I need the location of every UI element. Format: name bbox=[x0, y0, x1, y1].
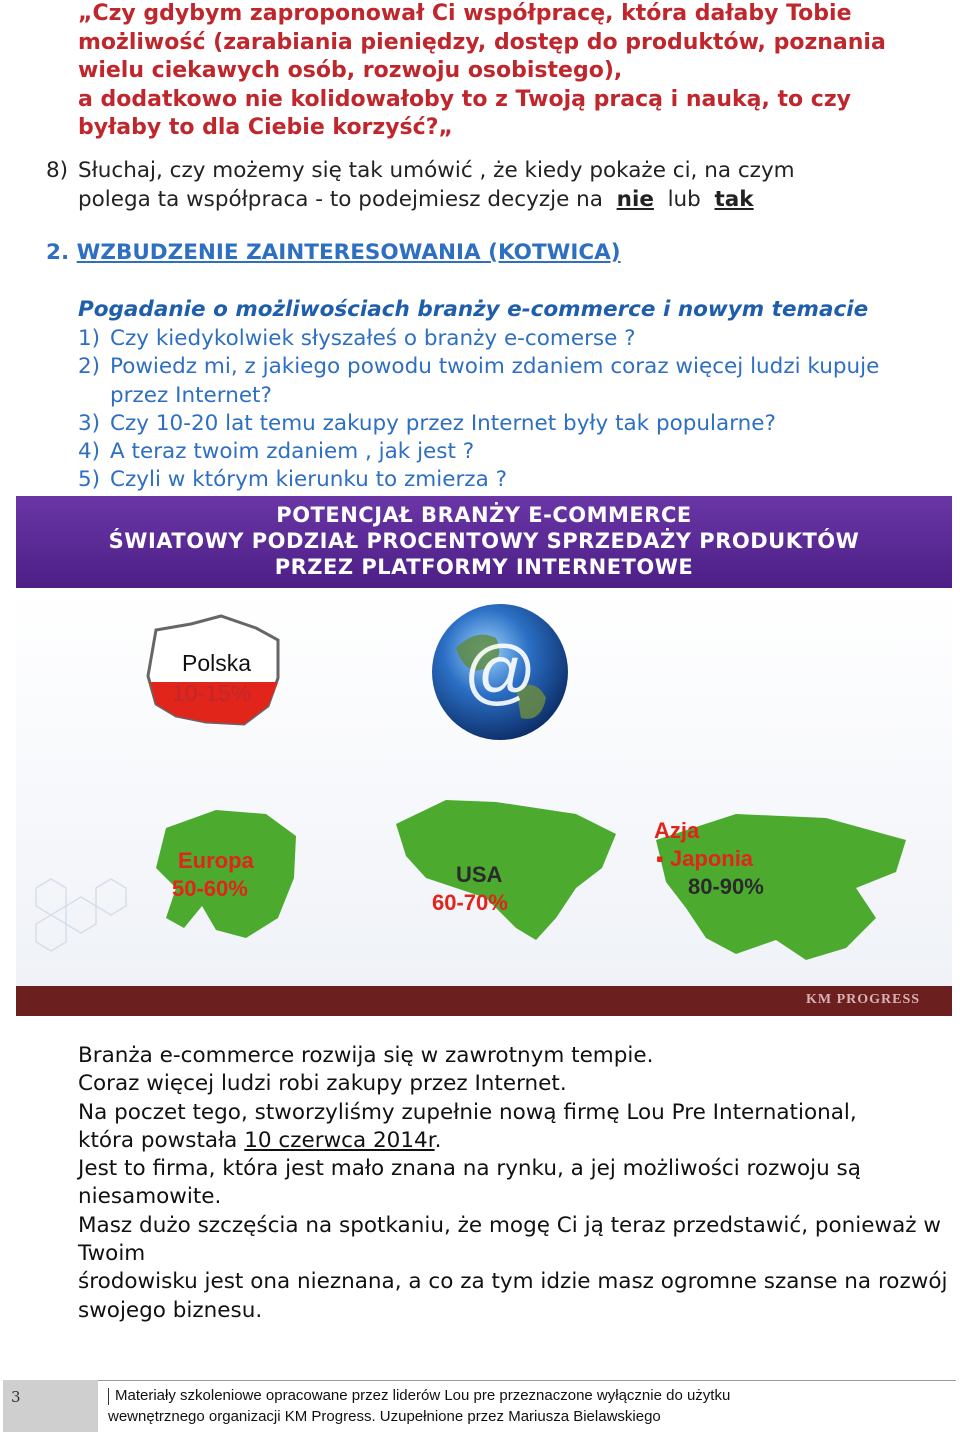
intro-line: wielu ciekawych osób, rozwoju osobistego), bbox=[78, 58, 623, 83]
option-tak: tak bbox=[714, 186, 754, 212]
item-number: 5) bbox=[78, 467, 101, 493]
item-number: 2) bbox=[78, 354, 101, 380]
list-item bbox=[78, 438, 938, 466]
ecommerce-infographic bbox=[16, 496, 952, 1016]
paragraph: Na poczet tego, stworzyliśmy zupełnie nową firmę Lou Pre International, bbox=[78, 1099, 857, 1125]
section-subtitle: Pogadanie o możliwościach branży e-commerce i nowym temacie bbox=[78, 297, 869, 322]
page-number-box bbox=[3, 1380, 98, 1432]
intro-line: możliwość (zarabiania pieniędzy, dostęp do produktów, poznania bbox=[78, 29, 886, 55]
question-text: polega ta współpraca - to podejmiesz decyzje na bbox=[78, 186, 603, 212]
intro-line: a dodatkowo nie kolidowałoby to z Twoją pracą i nauką, to czy bbox=[78, 86, 851, 112]
europe-percentage: 50-60% bbox=[172, 876, 248, 901]
page-number: 3 bbox=[11, 1388, 21, 1406]
question-text: Słuchaj, czy możemy się tak umówić , że kiedy pokaże ci, na czym bbox=[78, 158, 795, 183]
question-list bbox=[78, 325, 938, 495]
founding-date: 10 czerwca 2014r bbox=[244, 1127, 435, 1153]
paragraph: Coraz więcej ludzi robi zakupy przez Internet. bbox=[78, 1071, 567, 1097]
usa-percentage: 60-70% bbox=[432, 890, 508, 915]
intro-line: byłaby to dla Ciebie korzyść?„ bbox=[78, 115, 453, 140]
footer-divider bbox=[98, 1380, 956, 1381]
europe-label: Europa bbox=[178, 848, 254, 873]
footer-bar bbox=[108, 1388, 109, 1405]
body-text bbox=[78, 1042, 948, 1325]
banner-line: PRZEZ PLATFORMY INTERNETOWE bbox=[274, 555, 694, 579]
poland-label: Polska bbox=[182, 650, 252, 676]
section-heading bbox=[46, 240, 621, 265]
item-text: Czyli w którym kierunku to zmierza ? bbox=[110, 467, 507, 493]
paragraph-text: która powstała bbox=[78, 1127, 238, 1153]
poland-percentage: 10-15% bbox=[172, 680, 252, 706]
paragraph bbox=[78, 1127, 948, 1155]
question-number: 8) bbox=[46, 158, 69, 183]
section-title: WZBUDZENIE ZAINTERESOWANIA (KOTWICA) bbox=[76, 240, 621, 265]
paragraph: Branża e-commerce rozwija się w zawrotnym tempie. bbox=[78, 1043, 654, 1068]
item-text: Czy kiedykolwiek słyszałeś o branży e-comerse ? bbox=[110, 326, 636, 351]
item-number: 4) bbox=[78, 439, 101, 465]
infographic-banner bbox=[16, 496, 952, 590]
question-8 bbox=[46, 157, 926, 214]
paragraph: Jest to firma, która jest mało znana na rynku, a jej możliwości rozwoju są niesamowite. bbox=[78, 1156, 861, 1210]
brand-logo: KM PROGRESS bbox=[806, 992, 921, 1007]
paragraph: Masz dużo szczęścia na spotkaniu, że mogę Ci ją teraz przedstawić, ponieważ w Twoim bbox=[78, 1212, 941, 1267]
banner-line: POTENCJAŁ BRANŻY E-COMMERCE bbox=[276, 503, 692, 527]
footer-line: wewnętrznego organizacji KM Progress. Uzupełnione przez Mariusza Bielawskiego bbox=[108, 1408, 661, 1425]
asia-percentage: 80-90% bbox=[688, 874, 764, 899]
paragraph: środowisku jest ona nieznana, a co za tym idzie masz ogromne szanse na rozwój swojego biznesu. bbox=[78, 1269, 948, 1323]
footer-line: Materiały szkoleniowe opracowane przez liderów Lou pre przeznaczone wyłącznie do użytku bbox=[115, 1387, 731, 1404]
item-text: Powiedz mi, z jakiego powodu twoim zdaniem coraz więcej ludzi kupuje przez Internet? bbox=[110, 354, 880, 408]
world-map-illustration bbox=[16, 588, 952, 1016]
item-number: 3) bbox=[78, 410, 101, 436]
usa-label: USA bbox=[456, 862, 503, 887]
at-symbol: @ bbox=[463, 632, 537, 712]
item-text: Czy 10-20 lat temu zakupy przez Internet były tak popularne? bbox=[110, 410, 776, 436]
banner-line: ŚWIATOWY PODZIAŁ PROCENTOWY SPRZEDAŻY PRODUKTÓW bbox=[108, 529, 860, 553]
footer-text bbox=[108, 1385, 730, 1427]
asia-label: Azja bbox=[654, 818, 700, 843]
paragraph-text: . bbox=[434, 1127, 442, 1153]
section-number: 2. bbox=[46, 240, 70, 265]
item-text: A teraz twoim zdaniem , jak jest ? bbox=[110, 439, 475, 465]
intro-line: „Czy gdybym zaproponował Ci współpracę, która dałaby Tobie bbox=[78, 1, 852, 26]
japan-label: ▪ Japonia bbox=[656, 846, 754, 871]
list-item bbox=[78, 466, 938, 494]
item-number: 1) bbox=[78, 326, 101, 351]
list-item bbox=[78, 410, 938, 438]
globe-icon bbox=[432, 604, 568, 740]
europe-map-icon bbox=[156, 810, 296, 938]
intro-question bbox=[78, 0, 948, 143]
list-item bbox=[78, 325, 938, 353]
option-or: lub bbox=[667, 186, 701, 212]
option-nie: nie bbox=[616, 186, 654, 212]
list-item bbox=[78, 353, 938, 410]
